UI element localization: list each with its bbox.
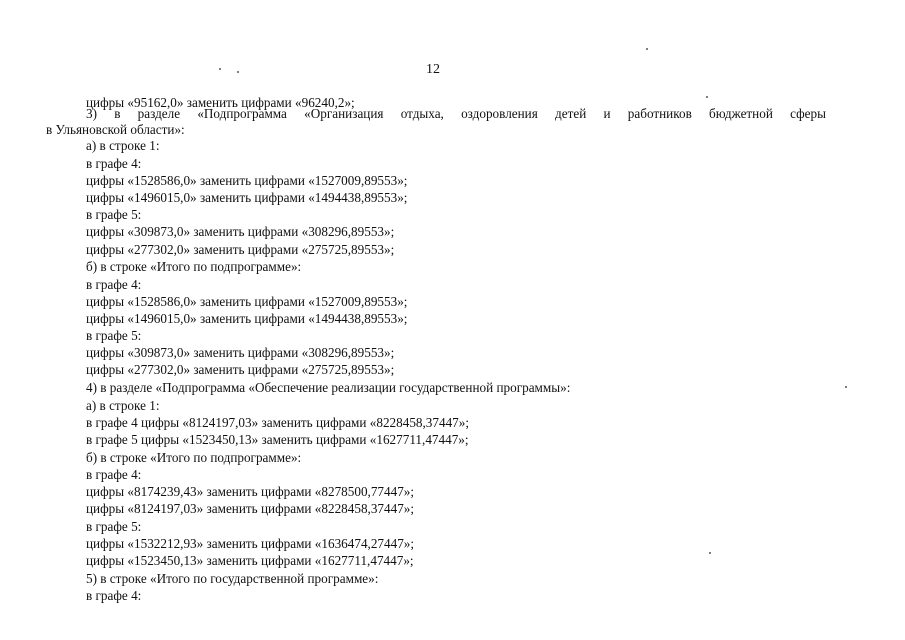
text-line: цифры «1528586,0» заменить цифрами «1527009,89553»; <box>86 173 408 188</box>
text-line: б) в строке «Итого по подпрограмме»: <box>86 259 302 274</box>
text-line: в графе 4: <box>86 467 142 482</box>
text-line: цифры «309873,0» заменить цифрами «308296,89553»; <box>86 345 395 360</box>
text-line: цифры «95162,0» заменить цифрами «96240,2»; <box>86 95 355 110</box>
text-line: в графе 4: <box>86 588 142 603</box>
text-line: в графе 5: <box>86 519 142 534</box>
text-line: цифры «1523450,13» заменить цифрами «1627711,47447»; <box>86 553 414 568</box>
text-line: в графе 5: <box>86 328 142 343</box>
scan-speck <box>219 68 221 70</box>
text-line: в графе 4: <box>86 277 142 292</box>
text-line: цифры «8124197,03» заменить цифрами «8228458,37447»; <box>86 501 415 516</box>
text-line: цифры «8174239,43» заменить цифрами «8278500,77447»; <box>86 484 415 499</box>
text-line: в графе 5: <box>86 207 142 222</box>
scan-speck <box>706 96 708 98</box>
text-line: цифры «1496015,0» заменить цифрами «1494438,89553»; <box>86 190 408 205</box>
text-line: в графе 4 цифры «8124197,03» заменить цифрами «8228458,37447»; <box>86 415 470 430</box>
scan-speck <box>646 48 648 50</box>
text-line: б) в строке «Итого по подпрограмме»: <box>86 450 302 465</box>
text-line: цифры «1528586,0» заменить цифрами «1527009,89553»; <box>86 294 408 309</box>
text-line: цифры «1532212,93» заменить цифрами «1636474,27447»; <box>86 536 415 551</box>
text-line: 3) в разделе «Подпрограмма «Организация отдыха, оздоровления детей и работников бюджетной сферы <box>86 106 826 121</box>
text-line: а) в строке 1: <box>86 138 160 153</box>
scan-speck <box>709 552 711 554</box>
text-line: а) в строке 1: <box>86 398 160 413</box>
scan-speck <box>845 386 847 388</box>
scan-speck <box>237 71 239 73</box>
text-line: в Ульяновской области»: <box>46 122 185 137</box>
text-line: 5) в строке «Итого по государственной программе»: <box>86 571 379 586</box>
text-line: цифры «277302,0» заменить цифрами «275725,89553»; <box>86 362 395 377</box>
page-number: 12 <box>426 62 440 77</box>
text-line: 4) в разделе «Подпрограмма «Обеспечение реализации государственной программы»: <box>86 380 571 395</box>
text-line: в графе 4: <box>86 156 142 171</box>
text-line: цифры «1496015,0» заменить цифрами «1494438,89553»; <box>86 311 408 326</box>
text-line: в графе 5 цифры «1523450,13» заменить цифрами «1627711,47447»; <box>86 432 469 447</box>
text-line: цифры «309873,0» заменить цифрами «308296,89553»; <box>86 224 395 239</box>
text-line: цифры «277302,0» заменить цифрами «275725,89553»; <box>86 242 395 257</box>
